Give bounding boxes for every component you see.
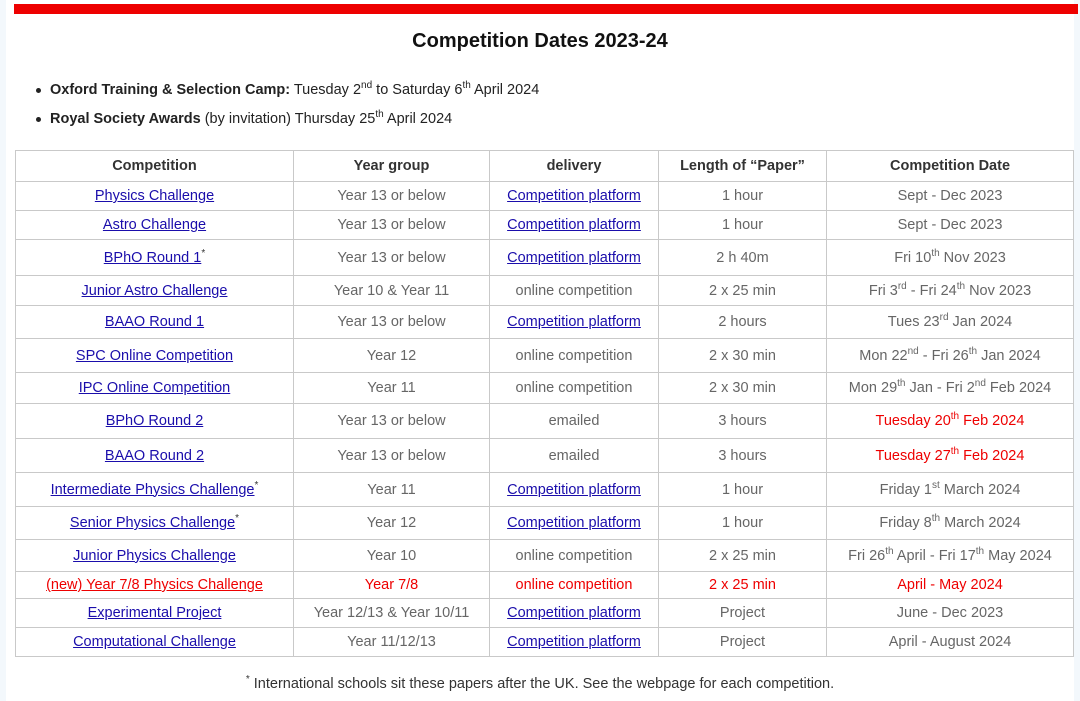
competition-date-cell: Tuesday 27th Feb 2024 (827, 439, 1074, 473)
key-date-label: Oxford Training & Selection Camp: (50, 82, 291, 98)
delivery-cell (490, 473, 659, 507)
key-date-pre: (by invitation) Thursday 25 (200, 111, 376, 127)
year-group-cell: Year 13 or below (294, 240, 490, 276)
page (6, 0, 1074, 701)
competition-cell (16, 240, 294, 276)
competition-date-cell: Friday 1st March 2024 (827, 473, 1074, 507)
key-date-post: April 2024 (470, 82, 540, 98)
delivery-cell (490, 182, 659, 211)
competition-cell (16, 572, 294, 599)
year-group-cell: Year 11 (294, 373, 490, 404)
table-row (16, 240, 1074, 276)
competition-link[interactable]: Senior Physics Challenge (69, 515, 236, 531)
paper-length-cell: 2 x 25 min (659, 540, 827, 572)
year-group-cell: Year 13 or below (294, 306, 490, 339)
competition-platform-link[interactable]: Competition platform (507, 481, 641, 498)
paper-length-cell: 1 hour (659, 211, 827, 240)
competition-platform-link[interactable]: Competition platform (507, 217, 641, 233)
key-date-item (36, 80, 539, 100)
delivery-cell (490, 507, 659, 540)
delivery-cell: online competition (490, 540, 659, 572)
key-dates-list (36, 80, 539, 138)
key-date-post: April 2024 (383, 111, 453, 127)
competition-link[interactable]: Computational Challenge (73, 634, 236, 650)
table-row (16, 473, 1074, 507)
competition-link[interactable]: Astro Challenge (102, 217, 207, 233)
table-row (16, 599, 1074, 628)
year-group-cell: Year 13 or below (294, 182, 490, 211)
key-date-label: Royal Society Awards (50, 111, 201, 127)
key-date-s1: nd (361, 80, 373, 92)
table-row (16, 182, 1074, 211)
footnote (6, 676, 1074, 692)
competition-date-cell: Sept - Dec 2023 (827, 182, 1074, 211)
key-date-pre: Tuesday 2 (290, 82, 362, 98)
table-row (16, 628, 1074, 657)
year-group-cell: Year 7/8 (294, 572, 490, 599)
paper-length-cell: 2 h 40m (659, 240, 827, 276)
year-group-cell: Year 11/12/13 (294, 628, 490, 657)
table-row (16, 306, 1074, 339)
competition-link[interactable]: IPC Online Competition (78, 380, 231, 396)
competition-link[interactable]: (new) Year 7/8 Physics Challenge (46, 577, 263, 593)
table-row (16, 572, 1074, 599)
competition-cell (16, 373, 294, 404)
footnote-marker: * (235, 513, 240, 525)
paper-length-cell: Project (659, 599, 827, 628)
competition-cell (16, 628, 294, 657)
column-header: Competition Date (827, 151, 1074, 182)
top-red-bar (14, 4, 1078, 14)
year-group-cell: Year 12/13 & Year 10/11 (294, 599, 490, 628)
competition-date-cell: Fri 26th April - Fri 17th May 2024 (827, 540, 1074, 572)
competition-date-cell: Mon 22nd - Fri 26th Jan 2024 (827, 339, 1074, 373)
column-header: Competition (16, 151, 294, 182)
competition-cell (16, 507, 294, 540)
key-date-item (36, 109, 539, 129)
competition-cell (16, 182, 294, 211)
competition-link[interactable]: Junior Astro Challenge (81, 282, 228, 299)
year-group-cell: Year 11 (294, 473, 490, 507)
column-header: Length of “Paper” (659, 151, 827, 182)
year-group-cell: Year 12 (294, 507, 490, 540)
competition-link[interactable]: BPhO Round 1 (103, 249, 202, 266)
table-row (16, 373, 1074, 404)
delivery-cell: emailed (490, 439, 659, 473)
delivery-cell: online competition (490, 572, 659, 599)
table-row (16, 507, 1074, 540)
year-group-cell: Year 12 (294, 339, 490, 373)
competition-cell (16, 211, 294, 240)
competition-link[interactable]: BAAO Round 1 (104, 314, 205, 330)
competition-platform-link[interactable]: Competition platform (507, 314, 641, 330)
competition-date-cell: April - May 2024 (827, 572, 1074, 599)
paper-length-cell: 1 hour (659, 182, 827, 211)
paper-length-cell: 2 hours (659, 306, 827, 339)
footnote-marker: * (201, 247, 206, 259)
key-date-mid: to Saturday 6 (372, 82, 463, 98)
table-row (16, 540, 1074, 572)
competition-platform-link[interactable]: Competition platform (507, 634, 641, 650)
delivery-cell (490, 628, 659, 657)
paper-length-cell: 1 hour (659, 507, 827, 540)
competition-date-cell: Fri 10th Nov 2023 (827, 240, 1074, 276)
competition-cell (16, 540, 294, 572)
competition-table (15, 150, 1074, 657)
year-group-cell: Year 10 (294, 540, 490, 572)
key-date-s2: th (462, 80, 471, 92)
key-date-s1: th (375, 109, 384, 121)
competition-link[interactable]: Junior Physics Challenge (73, 547, 236, 564)
column-header: delivery (490, 151, 659, 182)
delivery-cell: online competition (490, 276, 659, 306)
delivery-cell (490, 240, 659, 276)
competition-date-cell: Fri 3rd - Fri 24th Nov 2023 (827, 276, 1074, 306)
competition-platform-link[interactable]: Competition platform (507, 188, 641, 204)
competition-date-cell: Friday 8th March 2024 (827, 507, 1074, 540)
competition-cell (16, 599, 294, 628)
competition-date-cell: Tuesday 20th Feb 2024 (827, 404, 1074, 439)
delivery-cell (490, 211, 659, 240)
column-header: Year group (294, 151, 490, 182)
table-header-row (16, 151, 1074, 182)
paper-length-cell: 3 hours (659, 404, 827, 439)
paper-length-cell: 2 x 25 min (659, 276, 827, 306)
table-row (16, 339, 1074, 373)
competition-link[interactable]: BPhO Round 2 (105, 413, 204, 429)
table-row (16, 276, 1074, 306)
competition-platform-link[interactable]: Competition platform (507, 605, 641, 621)
competition-link[interactable]: SPC Online Competition (75, 347, 234, 364)
competition-date-cell: Mon 29th Jan - Fri 2nd Feb 2024 (827, 373, 1074, 404)
footnote-marker: * (254, 479, 259, 491)
competition-date-cell: Tues 23rd Jan 2024 (827, 306, 1074, 339)
paper-length-cell: 2 x 30 min (659, 339, 827, 373)
paper-length-cell: Project (659, 628, 827, 657)
competition-date-cell: Sept - Dec 2023 (827, 211, 1074, 240)
paper-length-cell: 2 x 30 min (659, 373, 827, 404)
competition-cell (16, 439, 294, 473)
delivery-cell: online competition (490, 373, 659, 404)
table-row (16, 211, 1074, 240)
competition-date-cell: June - Dec 2023 (827, 599, 1074, 628)
delivery-cell (490, 306, 659, 339)
footnote-text: International schools sit these papers after the UK. See the webpage for each competition. (249, 676, 835, 692)
paper-length-cell: 2 x 25 min (659, 572, 827, 599)
competition-cell (16, 473, 294, 507)
footnote-star: * (245, 674, 250, 686)
table-row (16, 439, 1074, 473)
year-group-cell: Year 13 or below (294, 211, 490, 240)
delivery-cell: emailed (490, 404, 659, 439)
competition-platform-link[interactable]: Competition platform (507, 249, 641, 266)
competition-link[interactable]: Intermediate Physics Challenge (50, 481, 255, 498)
delivery-cell (490, 599, 659, 628)
competition-cell (16, 404, 294, 439)
year-group-cell: Year 13 or below (294, 439, 490, 473)
competition-link[interactable]: BAAO Round 2 (104, 447, 205, 464)
competition-date-cell: April - August 2024 (827, 628, 1074, 657)
year-group-cell: Year 10 & Year 11 (294, 276, 490, 306)
page-title: Competition Dates 2023-24 (412, 30, 668, 52)
paper-length-cell: 3 hours (659, 439, 827, 473)
year-group-cell: Year 13 or below (294, 404, 490, 439)
delivery-cell: online competition (490, 339, 659, 373)
competition-cell (16, 306, 294, 339)
competition-platform-link[interactable]: Competition platform (507, 515, 641, 531)
table-row (16, 404, 1074, 439)
paper-length-cell: 1 hour (659, 473, 827, 507)
competition-link[interactable]: Experimental Project (87, 605, 222, 621)
competition-cell (16, 339, 294, 373)
competition-link[interactable]: Physics Challenge (94, 188, 215, 204)
competition-cell (16, 276, 294, 306)
